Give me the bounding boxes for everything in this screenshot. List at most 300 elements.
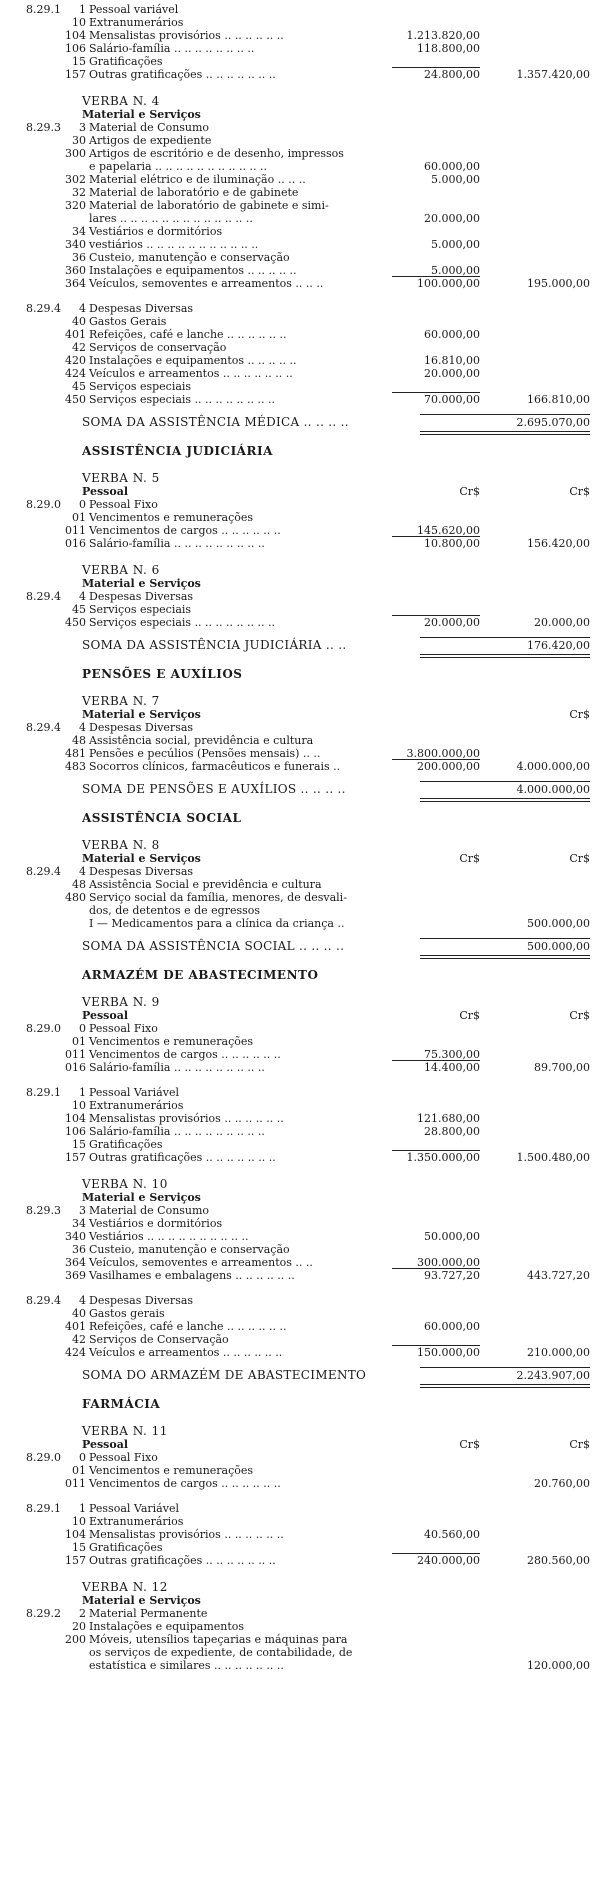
total-rule [420,798,590,799]
item-number: 48 [72,878,86,891]
budget-line [0,537,597,550]
item-number: 401 [65,328,86,341]
currency-label: Cr$ [569,1438,590,1451]
item-number: 15 [72,55,86,68]
item-description: Custeio, manutenção e conservação [89,251,290,264]
item-description: Salário-família .. .. .. .. .. .. .. .. .. [89,1125,265,1138]
total-rule [392,1345,480,1346]
partial-amount: 1.213.820,00 [406,29,480,42]
item-number: 401 [65,1320,86,1333]
budget-line [0,42,597,55]
budget-line [0,1633,597,1646]
budget-line [0,1659,597,1672]
total-rule [420,637,590,638]
budget-line [0,1112,597,1125]
total-amount: 20.760,00 [534,1477,590,1490]
budget-line [0,917,597,930]
item-description: Pessoal variável [89,3,179,16]
budget-line [0,1204,597,1217]
budget-line [0,238,597,251]
budget-line [0,1515,597,1528]
currency-label: Cr$ [569,708,590,721]
classification-code: 8.29.4 [26,1294,61,1307]
item-description: Vencimentos de cargos .. .. .. .. .. .. [89,1477,281,1490]
item-description: Gratificações [89,55,163,68]
partial-amount: 10.800,00 [424,537,480,550]
budget-line [0,1528,597,1541]
total-amount: 120.000,00 [527,1659,590,1672]
total-rule [420,781,590,782]
partial-amount: 1.350.000,00 [406,1151,480,1164]
item-number: 40 [72,315,86,328]
currency-label: Cr$ [459,1438,480,1451]
total-row [0,1369,597,1382]
total-rule [392,536,480,537]
total-rule [420,654,590,655]
item-description: Vestiários e dormitórios [89,1217,223,1230]
item-description: Artigos de escritório e de desenho, impressos [89,147,344,160]
total-amount: 1.500.480,00 [516,1151,590,1164]
total-amount: 443.727,20 [527,1269,590,1282]
item-description: Despesas Diversas [89,865,194,878]
partial-amount: 3.800.000,00 [406,747,480,760]
budget-line [0,1125,597,1138]
item-number: 0 [79,498,86,511]
total-rule [392,1553,480,1554]
item-number: 483 [65,760,86,773]
item-description: Material e Serviços [82,108,201,121]
budget-line [0,1646,597,1659]
item-description: Artigos de expediente [89,134,212,147]
budget-line [0,1346,597,1359]
total-rule [420,434,590,435]
item-number: 360 [65,264,86,277]
budget-line [0,55,597,68]
item-description: VERBA N. 10 [82,1177,168,1191]
item-description: Material e Serviços [82,1594,201,1607]
item-description: FARMÁCIA [82,1397,161,1411]
budget-line [0,1451,597,1464]
item-description: Veículos, semoventes e arreamentos .. .. [89,1256,313,1269]
item-number: 420 [65,354,86,367]
partial-amount: 240.000,00 [417,1554,480,1567]
item-number: 302 [65,173,86,186]
total-amount: 500.000,00 [527,917,590,930]
item-description: Outras gratificações .. .. .. .. .. .. .. [89,68,276,81]
item-description: Refeições, café e lanche .. .. .. .. .. .. [89,328,287,341]
item-number: 10 [72,16,86,29]
item-number: 42 [72,341,86,354]
classification-code: 8.29.0 [26,1022,61,1035]
item-description: e papelaria .. .. .. .. .. .. .. .. .. .. .. [89,160,267,173]
item-number: 4 [79,721,86,734]
budget-line [0,1607,597,1620]
item-number: 157 [65,68,86,81]
item-description: Pessoal [82,1438,129,1451]
item-description: Vestiários e dormitórios [89,225,223,238]
partial-amount: 16.810,00 [424,354,480,367]
item-description: Veículos e arreamentos .. .. .. .. .. .. [89,1346,283,1359]
item-description: Extranumerários [89,1515,184,1528]
partial-amount: 300.000,00 [417,1256,480,1269]
item-description: estatística e similares .. .. .. .. .. .. .. [89,1659,284,1672]
item-description: ASSISTÊNCIA SOCIAL [82,811,242,825]
item-number: 4 [79,590,86,603]
partial-amount: 100.000,00 [417,277,480,290]
item-number: 45 [72,380,86,393]
partial-amount: 24.800,00 [424,68,480,81]
item-description: Material de laboratório e de gabinete [89,186,299,199]
verba-heading [0,695,597,708]
item-description: Salário-família .. .. .. .. .. .. .. .. [89,42,255,55]
budget-line [0,865,597,878]
partial-amount: 20.000,00 [424,212,480,225]
budget-line [0,1138,597,1151]
budget-line [0,616,597,629]
item-description: I — Medicamentos para a clínica da criança .. [89,917,345,930]
budget-line [0,1035,597,1048]
item-number: 30 [72,134,86,147]
partial-amount: 150.000,00 [417,1346,480,1359]
item-description: Outras gratificações .. .. .. .. .. .. .. [89,1554,276,1567]
item-number: 106 [65,42,86,55]
item-number: 424 [65,367,86,380]
budget-line [0,3,597,16]
verba-heading [0,472,597,485]
item-description: Serviços de conservação [89,341,227,354]
item-number: 0 [79,1022,86,1035]
item-description: PENSÕES E AUXÍLIOS [82,667,243,681]
budget-line [0,380,597,393]
item-number: 20 [72,1620,86,1633]
budget-line [0,264,597,277]
item-description: SOMA DA ASSISTÊNCIA MÉDICA .. .. .. .. [82,415,349,429]
item-number: 01 [72,511,86,524]
total-rule [392,276,480,277]
item-description: Salário-família .. .. .. .. .. .. .. .. .. [89,537,265,550]
partial-amount: 60.000,00 [424,1320,480,1333]
budget-line [0,524,597,537]
budget-line [0,603,597,616]
item-description: Material e Serviços [82,577,201,590]
item-description: Mensalistas provisórios .. .. .. .. .. .. [89,1112,284,1125]
partial-amount: 28.800,00 [424,1125,480,1138]
item-number: 157 [65,1151,86,1164]
budget-line [0,1191,597,1204]
budget-line [0,590,597,603]
item-description: Pessoal Fixo [89,1451,158,1464]
item-description: Despesas Diversas [89,721,194,734]
item-description: Extranumerários [89,1099,184,1112]
item-description: VERBA N. 12 [82,1580,168,1594]
item-number: 4 [79,302,86,315]
budget-line [0,186,597,199]
item-description: Pessoal [82,485,129,498]
classification-code: 8.29.3 [26,121,61,134]
item-description: VERBA N. 4 [82,94,160,108]
total-amount: 89.700,00 [534,1061,590,1074]
partial-amount: 60.000,00 [424,328,480,341]
budget-line [0,904,597,917]
item-description: Gastos gerais [89,1307,165,1320]
total-amount: 176.420,00 [527,639,590,652]
budget-line [0,1464,597,1477]
item-description: dos, de detentos e de egressos [89,904,261,917]
total-amount: 1.357.420,00 [516,68,590,81]
item-description: Veículos e arreamentos .. .. .. .. .. .. .. [89,367,293,380]
item-description: Pessoal Variável [89,1086,179,1099]
item-description: Serviços de Conservação [89,1333,229,1346]
item-number: 1 [79,1086,86,1099]
section-heading [0,812,597,825]
item-description: Gastos Gerais [89,315,167,328]
item-number: 4 [79,1294,86,1307]
partial-amount: 75.300,00 [424,1048,480,1061]
item-description: SOMA DE PENSÕES E AUXÍLIOS .. .. .. .. [82,782,346,796]
budget-line [0,1217,597,1230]
item-number: 36 [72,251,86,264]
budget-line [0,1438,597,1451]
classification-code: 8.29.4 [26,590,61,603]
item-description: ARMAZÉM DE ABASTECIMENTO [82,968,319,982]
classification-code: 8.29.4 [26,302,61,315]
item-description: Socorros clínicos, farmacêuticos e funerais .. [89,760,341,773]
budget-line [0,328,597,341]
item-number: 104 [65,29,86,42]
item-number: 369 [65,1269,86,1282]
item-number: 320 [65,199,86,212]
total-amount: 500.000,00 [527,940,590,953]
partial-amount: 70.000,00 [424,393,480,406]
item-number: 10 [72,1515,86,1528]
partial-amount: 20.000,00 [424,616,480,629]
partial-amount: 121.680,00 [417,1112,480,1125]
partial-amount: 200.000,00 [417,760,480,773]
budget-line [0,173,597,186]
item-description: Vencimentos e remunerações [89,511,254,524]
verba-heading [0,1425,597,1438]
item-number: 011 [65,1477,86,1490]
item-description: Serviços especiais .. .. .. .. .. .. .. .. [89,616,275,629]
budget-line [0,302,597,315]
item-description: SOMA DO ARMAZÉM DE ABASTECIMENTO [82,1368,367,1382]
total-rule [420,1387,590,1388]
item-number: 481 [65,747,86,760]
budget-line [0,1269,597,1282]
total-rule [420,1384,590,1385]
partial-amount: 40.560,00 [424,1528,480,1541]
budget-line [0,147,597,160]
total-rule [420,431,590,432]
item-number: 364 [65,277,86,290]
budget-line [0,511,597,524]
item-description: Gratificações [89,1138,163,1151]
item-number: 2 [79,1607,86,1620]
budget-line [0,277,597,290]
budget-line [0,134,597,147]
total-rule [392,759,480,760]
budget-line [0,1009,597,1022]
item-number: 36 [72,1243,86,1256]
item-number: 011 [65,1048,86,1061]
total-amount: 210.000,00 [527,1346,590,1359]
verba-heading [0,839,597,852]
item-number: 15 [72,1138,86,1151]
item-description: Material Permanente [89,1607,208,1620]
item-number: 0 [79,1451,86,1464]
item-number: 480 [65,891,86,904]
item-description: Mensalistas provisórios .. .. .. .. .. .. [89,29,284,42]
total-rule [392,1060,480,1061]
total-rule [392,67,480,68]
item-description: vestiários .. .. .. .. .. .. .. .. .. .. .. [89,238,259,251]
partial-amount: 20.000,00 [424,367,480,380]
partial-amount: 5.000,00 [431,264,480,277]
item-description: Mensalistas provisórios .. .. .. .. .. .. [89,1528,284,1541]
item-number: 300 [65,147,86,160]
total-amount: 20.000,00 [534,616,590,629]
item-description: Material e Serviços [82,852,201,865]
item-description: Móveis, utensílios tapeçarias e máquinas para [89,1633,348,1646]
item-number: 340 [65,238,86,251]
item-number: 104 [65,1112,86,1125]
total-rule [420,801,590,802]
item-description: Refeições, café e lanche .. .. .. .. .. .. [89,1320,287,1333]
partial-amount: 50.000,00 [424,1230,480,1243]
item-description: Vestiários .. .. .. .. .. .. .. .. .. .. [89,1230,249,1243]
classification-code: 8.29.1 [26,1086,61,1099]
item-number: 016 [65,1061,86,1074]
item-description: VERBA N. 9 [82,995,160,1009]
item-number: 450 [65,616,86,629]
item-number: 45 [72,603,86,616]
item-number: 01 [72,1464,86,1477]
budget-line [0,393,597,406]
budget-line [0,315,597,328]
item-number: 32 [72,186,86,199]
item-description: VERBA N. 5 [82,471,160,485]
item-description: Material elétrico e de iluminação .. .. .. [89,173,306,186]
partial-amount: 5.000,00 [431,238,480,251]
section-heading [0,445,597,458]
verba-heading [0,564,597,577]
partial-amount: 93.727,20 [424,1269,480,1282]
budget-line [0,251,597,264]
item-description: Material de Consumo [89,1204,210,1217]
currency-label: Cr$ [459,852,480,865]
budget-line [0,1230,597,1243]
item-description: Vencimentos e remunerações [89,1035,254,1048]
total-row [0,783,597,796]
currency-label: Cr$ [459,1009,480,1022]
budget-line [0,747,597,760]
item-description: SOMA DA ASSISTÊNCIA SOCIAL .. .. .. .. [82,939,345,953]
partial-amount: 14.400,00 [424,1061,480,1074]
item-number: 48 [72,734,86,747]
classification-code: 8.29.3 [26,1204,61,1217]
item-description: Serviços especiais [89,380,192,393]
section-heading [0,1398,597,1411]
item-description: Pessoal Variável [89,1502,179,1515]
budget-line [0,354,597,367]
item-description: lares .. .. .. .. .. .. .. .. .. .. .. .. .. [89,212,253,225]
item-description: Material de laboratório de gabinete e simi- [89,199,329,212]
total-rule [420,938,590,939]
item-description: Outras gratificações .. .. .. .. .. .. .. [89,1151,276,1164]
item-number: 364 [65,1256,86,1269]
item-number: 34 [72,225,86,238]
budget-line [0,212,597,225]
partial-amount: 60.000,00 [424,160,480,173]
item-description: Vencimentos de cargos .. .. .. .. .. .. [89,524,281,537]
item-description: Despesas Diversas [89,590,194,603]
item-description: Instalações e equipamentos .. .. .. .. .. [89,354,297,367]
item-description: VERBA N. 11 [82,1424,168,1438]
total-amount: 4.000.000,00 [516,760,590,773]
partial-amount: 5.000,00 [431,173,480,186]
total-rule [420,958,590,959]
item-description: Assistência Social e previdência e cultura [89,878,322,891]
item-number: 450 [65,393,86,406]
total-rule [420,955,590,956]
budget-line [0,891,597,904]
partial-amount: 118.800,00 [417,42,480,55]
item-description: VERBA N. 8 [82,838,160,852]
total-row [0,940,597,953]
verba-heading [0,996,597,1009]
item-description: Custeio, manutenção e conservação [89,1243,290,1256]
item-description: Material e Serviços [82,1191,201,1204]
budget-line [0,577,597,590]
budget-line [0,199,597,212]
budget-line [0,29,597,42]
item-number: 016 [65,537,86,550]
item-description: Gratificações [89,1541,163,1554]
item-number: 3 [79,121,86,134]
budget-line [0,1554,597,1567]
budget-line [0,1048,597,1061]
item-number: 42 [72,1333,86,1346]
item-number: 1 [79,3,86,16]
item-description: Despesas Diversas [89,302,194,315]
item-number: 34 [72,1217,86,1230]
item-number: 01 [72,1035,86,1048]
total-amount: 2.243.907,00 [516,1369,590,1382]
item-number: 104 [65,1528,86,1541]
currency-label: Cr$ [569,485,590,498]
item-description: Serviços especiais [89,603,192,616]
total-amount: 2.695.070,00 [516,416,590,429]
item-description: Vasilhames e embalagens .. .. .. .. .. .. [89,1269,295,1282]
item-number: 4 [79,865,86,878]
budget-line [0,721,597,734]
item-description: Assistência social, previdência e cultura [89,734,314,747]
budget-line [0,68,597,81]
item-description: VERBA N. 6 [82,563,160,577]
budget-line [0,1061,597,1074]
total-amount: 166.810,00 [527,393,590,406]
budget-line [0,734,597,747]
budget-line [0,498,597,511]
budget-line [0,1099,597,1112]
total-rule [420,657,590,658]
verba-heading [0,1581,597,1594]
budget-line [0,1086,597,1099]
total-rule [392,1150,480,1151]
item-number: 10 [72,1099,86,1112]
item-number: 340 [65,1230,86,1243]
total-amount: 195.000,00 [527,277,590,290]
